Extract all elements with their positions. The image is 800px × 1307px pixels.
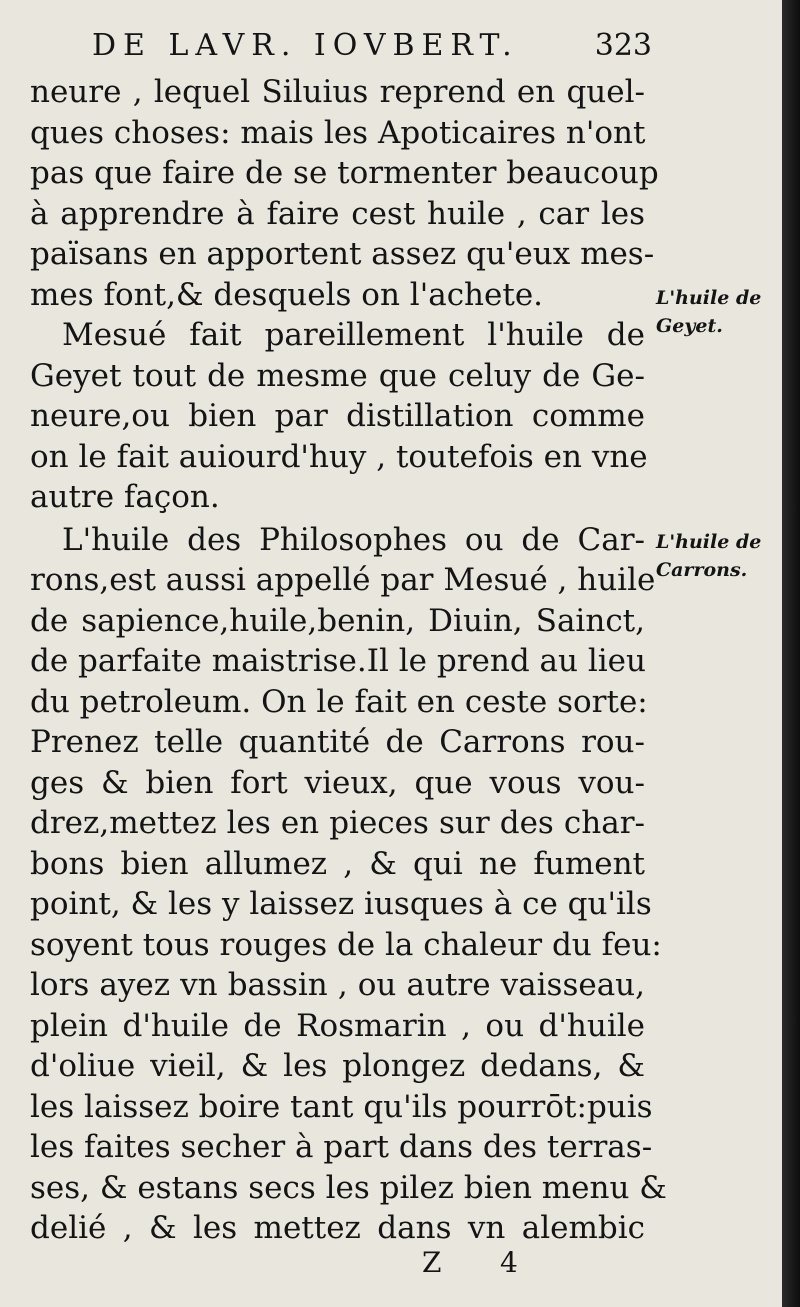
text-line: rons,est aussi appellé par Mesué , huile [30,562,656,598]
text-line: mes font,& desquels on l'achete. [30,276,544,313]
text-line: neure , lequel Siluius reprend en quel- [30,74,645,110]
margin-note-carrons [656,528,786,584]
margin-note-geyet [656,284,786,340]
signature-letter: Z [422,1246,442,1279]
text-line: pas que faire de se tormenter beaucoup [30,155,659,191]
text-line: les faites secher à part dans des terras- [30,1129,653,1165]
margin-note-line: Geyet. [656,315,723,337]
text-line: Geyet tout de mesme que celuy de Ge- [30,357,645,394]
text-line: païsans en apportent assez qu'eux mes- [30,236,655,272]
text-line: ges & bien fort vieux, que vous vou- [30,764,645,801]
text-line: neure,ou bien par distillation comme [30,398,645,434]
signature-number: 4 [500,1246,518,1279]
text-line: ses, & estans secs les pilez bien menu & [30,1169,667,1206]
text-line: de sapience,huile,benin, Diuin, Sainct, [30,602,645,639]
page-edge-shadow [782,0,800,1307]
body-text [30,72,667,1249]
text-line: les laissez boire tant qu'ils pourrōt:puis [30,1088,653,1125]
page-header [92,28,652,68]
text-line: soyent tous rouges de la chaleur du feu: [30,926,662,963]
page-number: 323 [594,28,652,63]
text-line: drez,mettez les en pieces sur des char- [30,805,645,841]
running-head: DE LAVR. IOVBERT. [92,28,519,63]
text-line: L'huile des Philosophes ou de Car- [62,521,645,558]
text-line: bons bien allumez , & qui ne fument [30,845,645,882]
margin-note-line: Carrons. [656,559,748,581]
text-line: plein d'huile de Rosmarin , ou d'huile [30,1007,645,1044]
text-line: Mesué fait pareillement l'huile de [62,317,645,353]
text-line: Prenez telle quantité de Carrons rou- [30,724,645,760]
signature-mark [422,1246,542,1286]
margin-note-line: L'huile de [656,287,762,309]
text-line: on le fait auiourd'huy , toutefois en vne [30,438,648,475]
text-line: autre façon. [30,479,220,515]
text-line: lors ayez vn bassin , ou autre vaisseau, [30,967,645,1003]
text-line: à apprendre à faire cest huile , car les [30,195,645,232]
text-line: du petroleum. On le fait en ceste sorte: [30,683,648,720]
text-line: delié , & les mettez dans vn alembic [30,1210,645,1246]
text-line: ques choses: mais les Apoticaires n'ont [30,114,646,151]
margin-note-line: L'huile de [656,531,762,553]
text-line: d'oliue vieil, & les plongez dedans, & [30,1048,645,1084]
text-line: de parfaite maistrise.Il le prend au lieu [30,643,646,679]
text-line: point, & les y laissez iusques à ce qu'ils [30,886,652,922]
